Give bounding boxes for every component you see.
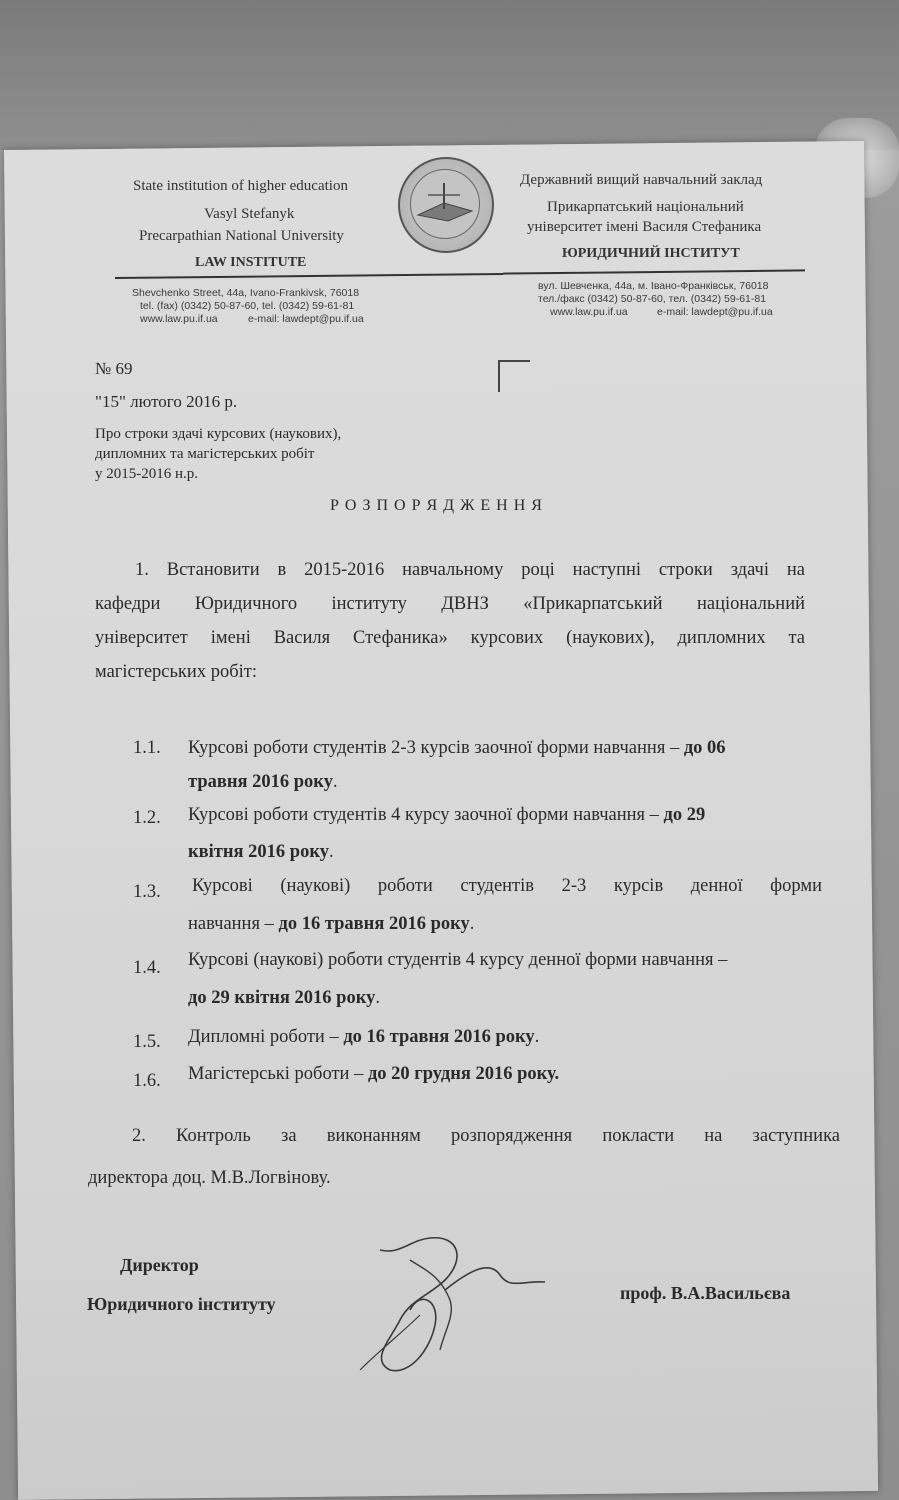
item-1-4-number: 1.4. xyxy=(133,958,161,978)
item-1-2-line2: квітня 2016 року. xyxy=(188,842,334,862)
item-1-6-number: 1.6. xyxy=(133,1071,161,1091)
item-1-3-line1: Курсові (наукові) роботи студентів 2-3 курсів денної форми xyxy=(192,876,822,896)
en-email: e-mail: lawdept@pu.if.ua xyxy=(248,313,364,325)
item-1-6-line1: Магістерські роботи – до 20 грудня 2016 року. xyxy=(188,1064,560,1084)
university-emblem xyxy=(398,157,494,253)
letterhead-en-line2: Vasyl Stefanyk xyxy=(204,206,295,222)
p1-line1: 1. Встановити в 2015-2016 навчальному році наступні строки здачі на xyxy=(135,560,805,580)
signer-name: проф. В.А.Васильєва xyxy=(620,1283,791,1303)
p1-line4: магістерських робіт: xyxy=(95,662,257,682)
subject-line2: дипломних та магістерських робіт xyxy=(95,446,315,462)
document-heading: Р О З П О Р Я Д Ж Е Н Н Я xyxy=(330,497,543,514)
emblem-book-icon xyxy=(414,181,476,225)
p1-line3: університет імені Василя Стефаника» курсових (наукових), дипломних та xyxy=(95,628,805,648)
ua-address-line1: вул. Шевченка, 44а, м. Івано-Франківськ, 76018 xyxy=(538,280,769,292)
registration-corner-mark xyxy=(498,360,530,392)
ua-address-line2: тел./факс (0342) 50-87-60, тел. (0342) 59-61-81 xyxy=(538,293,767,305)
item-1-1-line1: Курсові роботи студентів 2-3 курсів заочної форми навчання – до 06 xyxy=(188,738,726,758)
wall-top xyxy=(0,0,899,150)
item-1-4-line2: до 29 квітня 2016 року. xyxy=(188,988,380,1008)
item-1-1-line2: травня 2016 року. xyxy=(188,772,338,792)
letterhead-en-line3: Precarpathian National University xyxy=(139,228,344,244)
letterhead-ua-line1: Державний вищий навчальний заклад xyxy=(520,172,763,188)
document-number: № 69 xyxy=(95,359,133,378)
ua-email: e-mail: lawdept@pu.if.ua xyxy=(657,306,773,318)
en-address-line1: Shevchenko Street, 44a, Ivano-Frankivsk, 76018 xyxy=(132,287,360,299)
p2-line1: 2. Контроль за виконанням розпорядження покласти на заступника xyxy=(132,1126,840,1146)
p2-line2: директора доц. М.В.Логвінову. xyxy=(88,1168,331,1188)
en-website: www.law.pu.if.ua xyxy=(140,313,218,325)
item-1-1-number: 1.1. xyxy=(133,738,161,758)
item-1-2-line1: Курсові роботи студентів 4 курсу заочної форми навчання – до 29 xyxy=(188,805,706,825)
signer-title-line2: Юридичного інституту xyxy=(87,1294,276,1314)
en-address-line2: tel. (fax) (0342) 50-87-60, tel. (0342) 59-61-81 xyxy=(140,300,355,312)
letterhead-ua-institute: ЮРИДИЧНИЙ ІНСТИТУТ xyxy=(562,246,740,261)
subject-line3: у 2015-2016 н.р. xyxy=(95,466,199,482)
p1-line2: кафедри Юридичного інституту ДВНЗ «Прикарпатський національний xyxy=(95,594,805,614)
letterhead-en-line1: State institution of higher education xyxy=(133,178,348,194)
item-1-3-number: 1.3. xyxy=(133,882,161,902)
item-1-5-line1: Дипломні роботи – до 16 травня 2016 року. xyxy=(188,1027,540,1047)
ua-website: www.law.pu.if.ua xyxy=(550,306,628,318)
subject-line1: Про строки здачі курсових (наукових), xyxy=(95,426,342,442)
letterhead-en-institute: LAW INSTITUTE xyxy=(195,255,307,270)
item-1-3-line2: навчання – до 16 травня 2016 року. xyxy=(188,914,475,934)
item-1-4-line1: Курсові (наукові) роботи студентів 4 курсу денної форми навчання – xyxy=(188,950,728,970)
handwritten-signature xyxy=(350,1230,550,1380)
item-1-5-number: 1.5. xyxy=(133,1032,161,1052)
document-date: "15" лютого 2016 р. xyxy=(95,392,238,411)
item-1-2-number: 1.2. xyxy=(133,808,161,828)
letterhead-ua-line3: університет імені Василя Стефаника xyxy=(527,219,762,235)
letterhead-ua-line2: Прикарпатський національний xyxy=(547,199,744,215)
signer-title-line1: Директор xyxy=(120,1255,199,1275)
